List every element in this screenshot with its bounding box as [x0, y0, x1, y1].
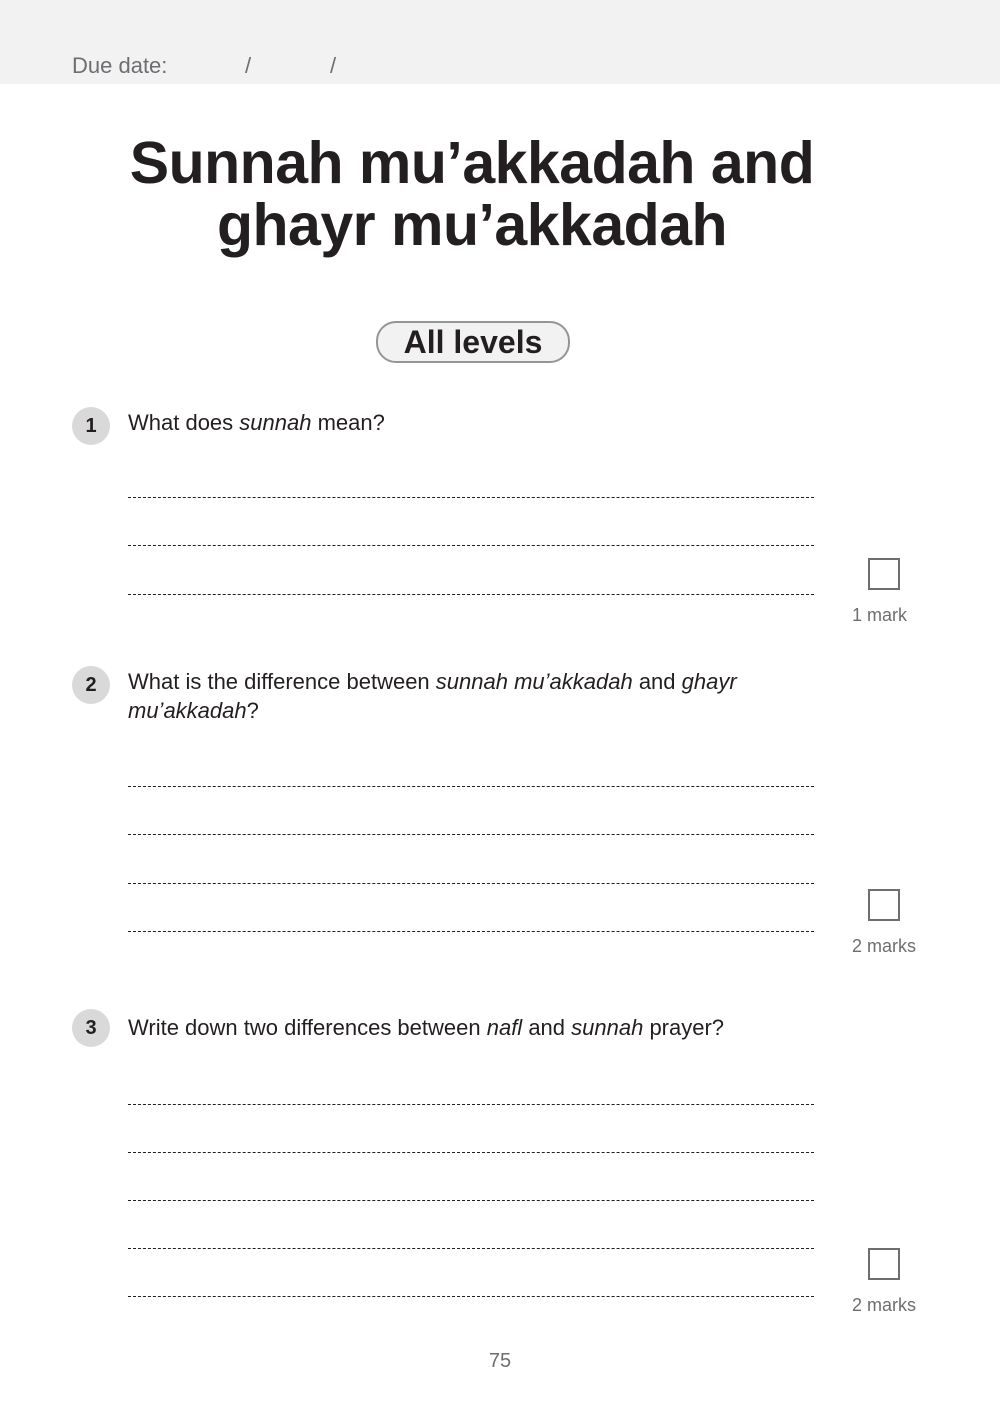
- page-title-line-1: Sunnah mu’akkadah and: [129, 130, 815, 196]
- level-badge: All levels: [376, 321, 570, 363]
- question-2-answer-line[interactable]: [128, 786, 814, 787]
- question-1-mark-box[interactable]: [868, 558, 900, 590]
- question-1-number: 1: [72, 407, 110, 445]
- question-2-answer-line[interactable]: [128, 883, 814, 884]
- page-number: 75: [488, 1350, 512, 1372]
- question-3-answer-line[interactable]: [128, 1200, 814, 1201]
- question-2-number: 2: [72, 666, 110, 704]
- due-date-slash-2: /: [330, 53, 337, 78]
- due-date-bar: [0, 0, 1000, 84]
- question-3-answer-line[interactable]: [128, 1152, 814, 1153]
- question-2-answer-line[interactable]: [128, 834, 814, 835]
- page-title: [0, 132, 944, 256]
- question-1-text: What does sunnah mean?: [128, 410, 385, 435]
- question-1-answer-line[interactable]: [128, 497, 814, 498]
- page-title-line-2: ghayr mu’akkadah: [216, 192, 728, 258]
- question-3-text: Write down two differences between nafl and sunnah prayer?: [128, 1015, 725, 1040]
- question-1-answer-line[interactable]: [128, 594, 814, 595]
- question-1-answer-line[interactable]: [128, 545, 814, 546]
- question-3-answer-line[interactable]: [128, 1248, 814, 1249]
- question-2-mark-box[interactable]: [868, 889, 900, 921]
- question-3-marks-label: 2 marks: [852, 1295, 917, 1315]
- question-3-answer-line[interactable]: [128, 1296, 814, 1297]
- question-1-marks-label: 1 mark: [852, 605, 908, 625]
- question-3-number: 3: [72, 1009, 110, 1047]
- question-2-marks-label: 2 marks: [852, 936, 917, 956]
- question-3-mark-box[interactable]: [868, 1248, 900, 1280]
- due-date-label: Due date:: [72, 53, 168, 78]
- question-3-answer-line[interactable]: [128, 1104, 814, 1105]
- question-2-text: What is the difference between sunnah mu’akkadah and ghayr mu’akkadah?: [128, 669, 737, 723]
- question-2-answer-line[interactable]: [128, 931, 814, 932]
- due-date-slash-1: /: [245, 53, 252, 78]
